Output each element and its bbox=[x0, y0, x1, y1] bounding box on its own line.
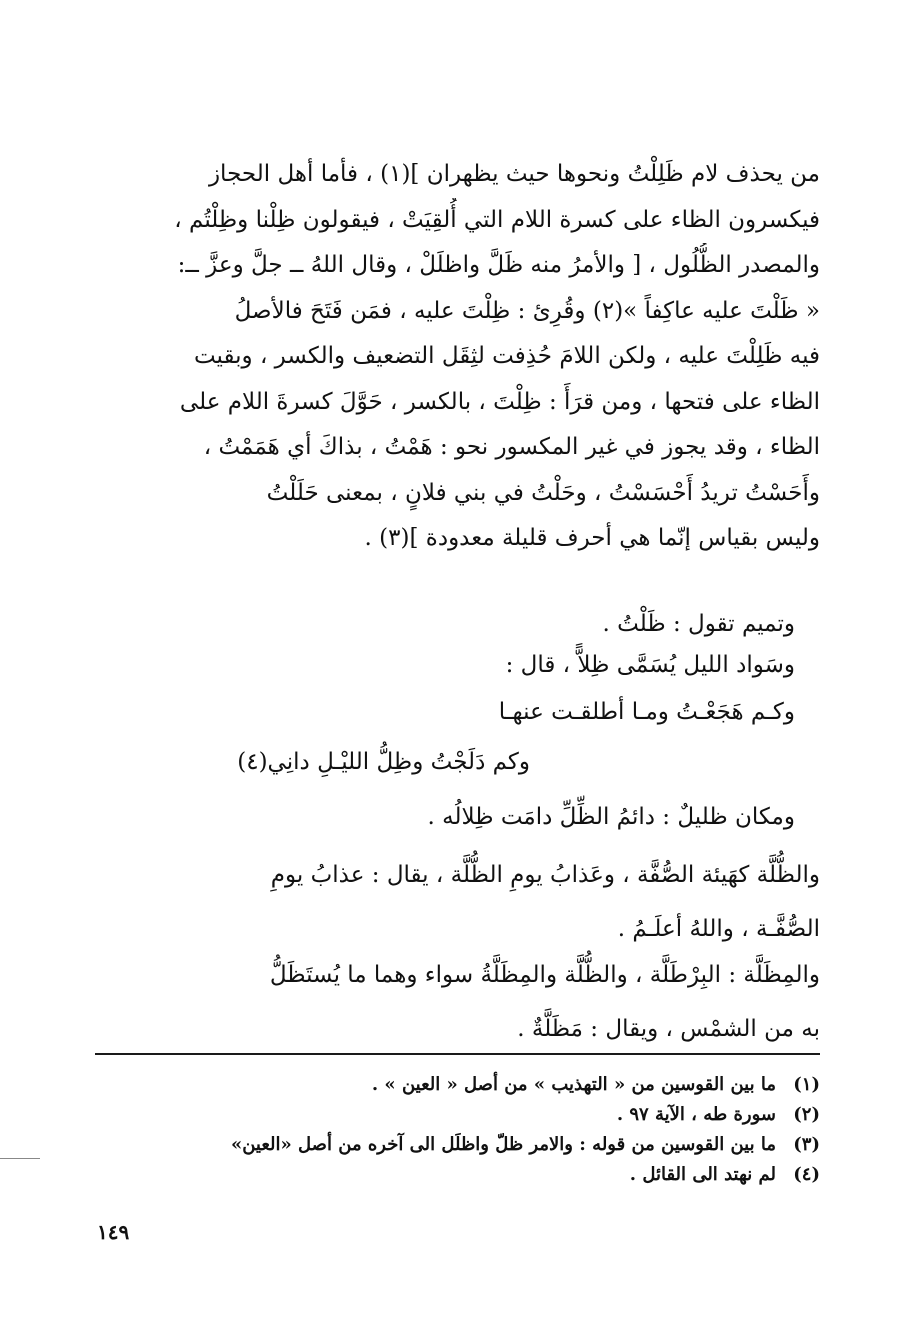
footnotes bbox=[95, 1070, 820, 1190]
mizalla-paragraph bbox=[100, 948, 820, 1056]
text-line: « ظَلْتَ عليه عاكِفاً »(٢) وقُرِئ : ظِلْتَ عليه ، فمَن فَتَحَ فالأصلُ bbox=[234, 297, 820, 324]
footnote-item bbox=[95, 1160, 820, 1190]
text-line: فيه ظَلِلْتَ عليه ، ولكن اللامَ حُذِفت لثِقَل التضعيف والكسر ، وبقيت bbox=[193, 343, 820, 369]
text-line: والظُّلَّة كهَيئة الصُّفَّة ، وعَذابُ يومِ الظُّلَّة ، يقال : عذابُ يومِ bbox=[270, 862, 820, 888]
zulla-paragraph bbox=[100, 848, 820, 956]
verse-second-hemistich: وكم دَلَجْتُ وظِلُّ الليْـلِ دانِي(٤) bbox=[237, 749, 530, 775]
footnote-item bbox=[95, 1070, 820, 1100]
tamim-line: وتميم تقول : ظَلْتُ . bbox=[602, 611, 795, 637]
text-line: به من الشمْس ، ويقال : مَظَلَّةٌ . bbox=[517, 1016, 820, 1042]
footnote-number: (٤) bbox=[793, 1164, 820, 1185]
text-line: الظاء على فتحها ، ومن قرَأَ : ظِلْتَ ، بالكسر ، حَوَّلَ كسرةَ اللام على bbox=[179, 388, 820, 415]
text-line: الصُّفَّـة ، واللهُ أعلَـمُ . bbox=[617, 916, 820, 942]
footnote-text: ما بين القوسين من « التهذيب » من أصل « العين » . bbox=[371, 1074, 776, 1095]
footnote-number: (٣) bbox=[793, 1134, 820, 1155]
text-line: الظاء ، وقد يجوز في غير المكسور نحو : هَمْتُ ، بذاكَ أي هَمَمْتُ ، bbox=[203, 434, 820, 460]
footnote-text: ما بين القوسين من قوله : والامر ظلّ واظلَل الى آخره من أصل «العين» bbox=[230, 1134, 776, 1155]
verse-first-hemistich: وكـم هَجَعْـتُ ومـا أطلقـت عنهـا bbox=[498, 699, 795, 725]
sawad-line: وسَواد الليل يُسَمَّى ظِلاًّ ، قال : bbox=[505, 652, 795, 678]
footnote-text: لم نهتد الى القائل . bbox=[629, 1164, 776, 1185]
text-line: والمصدر الظُّلُول ، [ والأمرُ منه ظَلَّ واظلَلْ ، وقال اللهُ ــ جلَّ وعزَّ ــ: bbox=[177, 252, 820, 278]
footnote-divider bbox=[95, 1053, 820, 1055]
makan-line: ومكان ظليلٌ : دائمُ الظِّلِّ دامَت ظِلالُه . bbox=[427, 804, 795, 830]
footnote-number: (٢) bbox=[793, 1104, 820, 1125]
footnote-text: سورة طه ، الآية ٩٧ . bbox=[616, 1104, 776, 1125]
text-line: من يحذف لام ظَلِلْتُ ونحوها حيث يظهران ](١) ، فأما أهل الحجاز bbox=[208, 161, 820, 187]
text-line: فيكسرون الظاء على كسرة اللام التي أُلقِيَتْ ، فيقولون ظِلْنا وظِلْتُم ، bbox=[174, 206, 820, 233]
text-line: وأَحَسْتُ تريدُ أَحْسَسْتُ ، وحَلْتُ في بني فلانٍ ، بمعنى حَلَلْتُ bbox=[266, 479, 820, 506]
main-paragraph bbox=[100, 152, 820, 562]
text-line: والمِظَلَّة : البِرْطَلَّة ، والظُّلَّة والمِظَلَّةُ سواء وهما ما يُستَظَلُّ bbox=[269, 962, 820, 988]
scan-edge-mark bbox=[0, 1158, 40, 1159]
footnote-item bbox=[95, 1130, 820, 1160]
footnote-number: (١) bbox=[793, 1074, 820, 1095]
page-number: ١٤٩ bbox=[97, 1220, 130, 1244]
text-line: وليس بقياس إنّما هي أحرف قليلة معدودة ](٣) . bbox=[364, 525, 820, 551]
footnote-item bbox=[95, 1100, 820, 1130]
